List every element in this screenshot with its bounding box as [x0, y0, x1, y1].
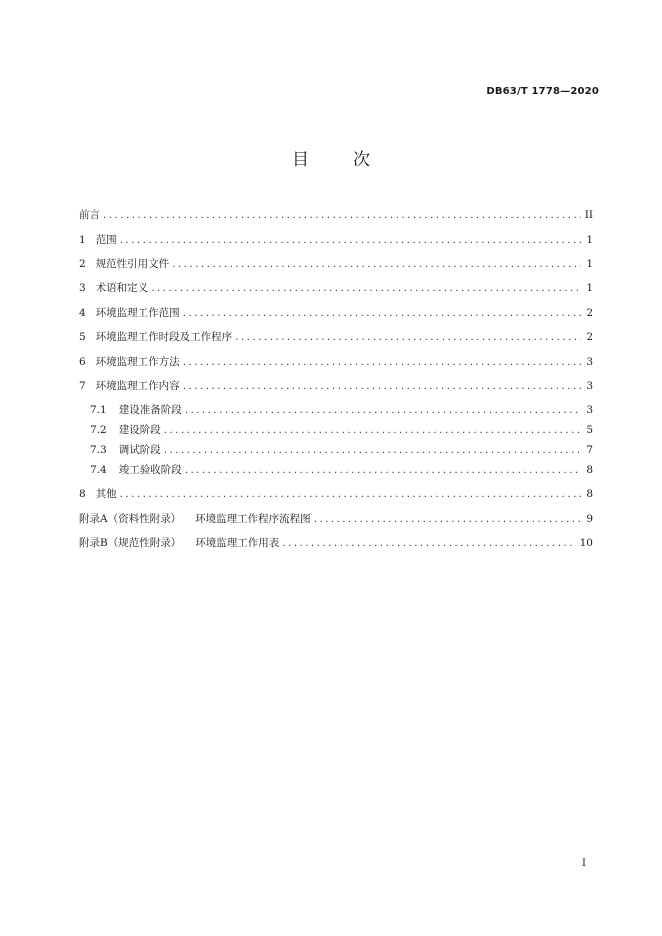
- toc-entry-text: 环境监理工作范围: [95, 307, 180, 319]
- toc-entry-page: II: [584, 209, 593, 221]
- toc-entry-text: 竣工验收阶段: [118, 464, 182, 476]
- toc-leader-dots: [164, 442, 581, 458]
- toc-entry-8[interactable]: [79, 486, 593, 502]
- toc-leader-dots: [185, 462, 581, 478]
- toc-entry-number: 7: [79, 380, 86, 392]
- page-number: I: [582, 858, 586, 869]
- toc-entry-7-3[interactable]: [90, 442, 593, 458]
- toc-leader-dots: [282, 535, 575, 551]
- toc-title-part1: 目: [292, 150, 309, 170]
- toc-entry-text: 术语和定义: [95, 282, 149, 294]
- toc-entry-page: 8: [586, 464, 593, 476]
- toc-entry-1[interactable]: [79, 232, 593, 248]
- toc-entry-page: 3: [586, 404, 593, 416]
- toc-leader-dots: [183, 354, 581, 370]
- toc-entry-number: 6: [79, 356, 86, 368]
- document-code: DB63/T 1778—2020: [486, 86, 599, 97]
- toc-entry-text: 环境监理工作方法: [95, 356, 180, 368]
- table-of-contents: [79, 0, 593, 936]
- toc-entry-7-1[interactable]: [90, 402, 593, 418]
- toc-entry-page: 5: [586, 424, 593, 436]
- toc-leader-dots: [183, 305, 581, 321]
- toc-leader-dots: [151, 280, 581, 296]
- toc-entry-2[interactable]: [79, 256, 593, 272]
- toc-entry-number: 7.2: [90, 424, 107, 436]
- toc-leader-dots: [172, 256, 581, 272]
- toc-leader-dots: [103, 207, 581, 223]
- toc-leader-dots: [314, 511, 581, 527]
- toc-entry-text: 其他: [95, 488, 117, 500]
- toc-leader-dots: [183, 378, 581, 394]
- toc-entry-text: 环境监理工作用表: [195, 537, 280, 549]
- toc-entry-7[interactable]: [79, 378, 593, 394]
- toc-leader-dots: [185, 402, 581, 418]
- toc-entry-page: 2: [586, 307, 593, 319]
- toc-entry-page: 3: [586, 380, 593, 392]
- toc-entry-6[interactable]: [79, 354, 593, 370]
- toc-entry-page: 1: [586, 258, 593, 270]
- toc-entry-text: 调试阶段: [118, 444, 161, 456]
- toc-entry-page: 2: [586, 331, 593, 343]
- toc-entry-number: 附录A（资料性附录）: [79, 513, 182, 525]
- toc-entry-page: 9: [586, 513, 593, 525]
- toc-entry-number: 3: [79, 282, 86, 294]
- toc-entry-foreword[interactable]: [79, 207, 593, 223]
- toc-entry-5[interactable]: [79, 329, 593, 345]
- toc-entry-page: 3: [586, 356, 593, 368]
- toc-entry-text: 建设准备阶段: [118, 404, 182, 416]
- toc-entry-number: 附录B（规范性附录）: [79, 537, 182, 549]
- toc-entry-text: 范围: [95, 234, 117, 246]
- toc-leader-dots: [164, 422, 581, 438]
- toc-entry-number: 7.3: [90, 444, 107, 456]
- toc-entry-number: 7.1: [90, 404, 107, 416]
- toc-title-part2: 次: [353, 150, 370, 170]
- toc-entry-page: 10: [579, 537, 593, 549]
- toc-leader-dots: [235, 329, 581, 345]
- toc-entry-4[interactable]: [79, 305, 593, 321]
- toc-entry-appendix-a[interactable]: [79, 511, 593, 527]
- toc-entry-page: 7: [586, 444, 593, 456]
- toc-entry-number: 4: [79, 307, 86, 319]
- toc-entry-7-2[interactable]: [90, 422, 593, 438]
- toc-entry-number: 7.4: [90, 464, 107, 476]
- toc-entry-text: 环境监理工作时段及工作程序: [95, 331, 233, 343]
- toc-entry-text: 环境监理工作程序流程图: [195, 513, 311, 525]
- toc-entry-page: 1: [586, 234, 593, 246]
- toc-leader-dots: [120, 486, 581, 502]
- toc-entry-number: 1: [79, 234, 86, 246]
- toc-entry-7-4[interactable]: [90, 462, 593, 478]
- toc-entry-number: 2: [79, 258, 86, 270]
- toc-entry-number: 8: [79, 488, 86, 500]
- toc-leader-dots: [120, 232, 581, 248]
- toc-entry-page: 8: [586, 488, 593, 500]
- toc-entry-page: 1: [586, 282, 593, 294]
- toc-entry-text: 建设阶段: [118, 424, 161, 436]
- toc-entry-number: 5: [79, 331, 86, 343]
- toc-entry-text: 规范性引用文件: [95, 258, 170, 270]
- toc-entry-appendix-b[interactable]: [79, 535, 593, 551]
- toc-entry-text: 前言: [79, 209, 100, 221]
- toc-entry-text: 环境监理工作内容: [95, 380, 180, 392]
- toc-entry-3[interactable]: [79, 280, 593, 296]
